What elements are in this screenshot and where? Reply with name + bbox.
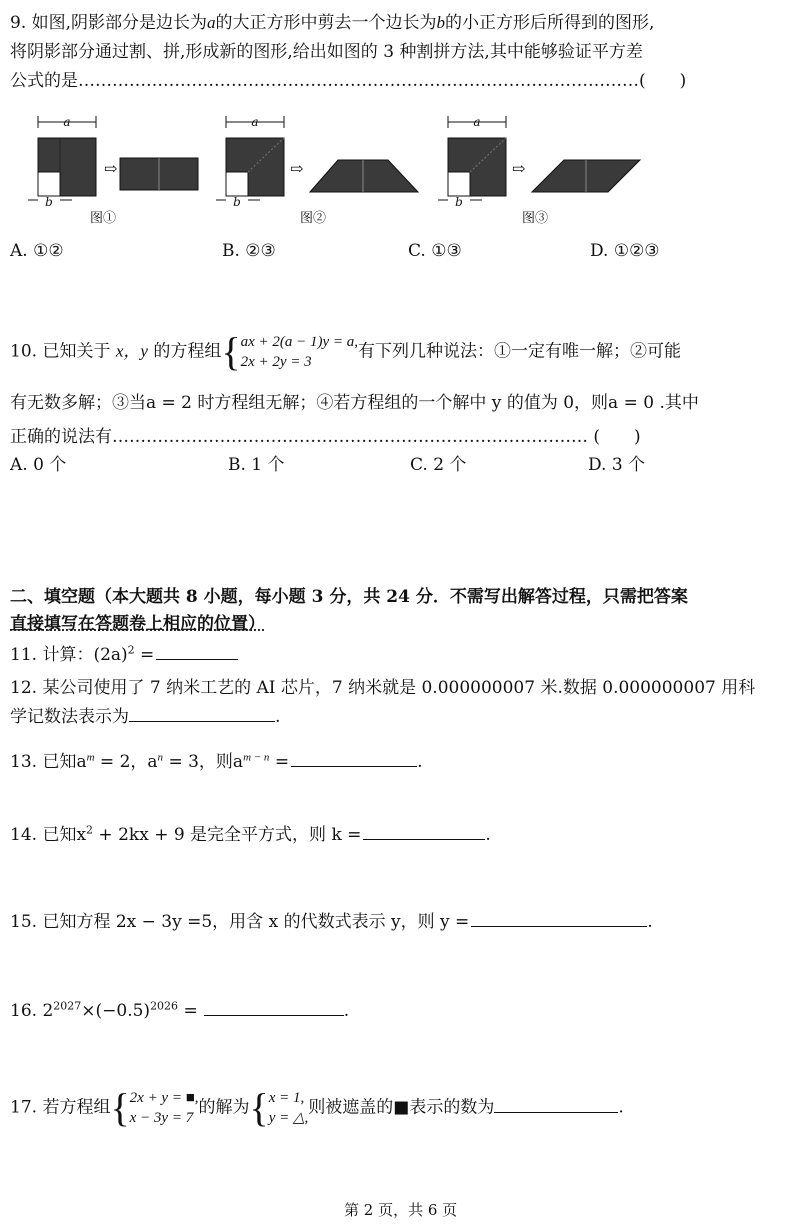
- q10-line2: 有无数多解；③当a = 2 时方程组无解；④若方程组的一个解中 y 的值为 0，则a = 0 .其中: [10, 393, 699, 413]
- q11-answer-blank[interactable]: [156, 642, 238, 660]
- fig2-dim-a: a: [251, 115, 259, 129]
- q16-answer-blank[interactable]: [204, 998, 344, 1016]
- q9-line2: 将阴影部分通过割、拼,形成新的图形,给出如图的 3 种割拼方法,其中能够验证平方差: [10, 42, 643, 62]
- q10-option-d[interactable]: D. 3 个: [588, 455, 646, 475]
- q12-line1: 12. 某公司使用了 7 纳米工艺的 AI 芯片，7 纳米就是 0.000000007 米.数据 0.000000007 用科: [10, 678, 756, 698]
- q14: 14. 已知$x^2 + 2kx + 9$ 是完全平方式，则 k = .: [10, 823, 491, 845]
- q13-answer-blank[interactable]: [291, 749, 417, 767]
- q10-option-a[interactable]: A. 0 个: [10, 455, 67, 475]
- q15: 15. 已知方程 2x − 3y =5，用含 x 的代数式表示 y，则 y = .: [10, 907, 653, 932]
- q9-option-b[interactable]: B. ②③: [222, 241, 276, 261]
- figure-1: [28, 115, 198, 226]
- q12-line2: 学记数法表示为 .: [10, 702, 280, 727]
- svg-text:⇨: ⇨: [512, 159, 526, 178]
- q9-line1: 9. 如图,阴影部分是边长为a的大正方形中剪去一个边长为b的小正方形后所得到的图形,: [10, 13, 655, 33]
- fig2-dim-b: b: [233, 195, 241, 209]
- q9-option-d[interactable]: D. ①②③: [590, 241, 660, 261]
- q14-answer-blank[interactable]: [363, 822, 485, 840]
- page-footer: 第 2 页，共 6 页: [344, 1201, 458, 1219]
- fig3-label: 图③: [522, 211, 549, 226]
- q13: 13. 已知$a^m = 2$，$a^n = 3$，则$a^{m - n}$ = .: [10, 747, 423, 772]
- fig2-label: 图②: [300, 211, 327, 226]
- fig1-dim-a: a: [63, 115, 71, 129]
- q17: 17. 若方程组{ 2x + y = ■, x − 3y = 7 的解为{ x = 1, y = △, 则被遮盖的■表示的数为 .: [10, 1085, 624, 1130]
- q17-answer-blank[interactable]: [494, 1095, 618, 1113]
- fig1-label: 图①: [90, 211, 117, 226]
- q12-answer-blank[interactable]: [129, 704, 275, 722]
- q10-option-b[interactable]: B. 1 个: [228, 455, 285, 475]
- q16: 16. $2^{2027}\times(-0.5)^{2026}$ = .: [10, 999, 350, 1021]
- q10-option-c[interactable]: C. 2 个: [410, 455, 467, 475]
- figure-2: [216, 115, 418, 226]
- q9-option-a[interactable]: A. ①②: [10, 241, 64, 261]
- svg-text:⇨: ⇨: [290, 159, 304, 178]
- q10-line1: 10. 已知关于 x，y 的方程组{ ax + 2(a − 1)y = a, 2x + 2y = 3 有下列几种说法：①一定有唯一解；②可能: [10, 329, 681, 374]
- fig3-dim-b: b: [455, 195, 463, 209]
- section2-title-line1: 二、填空题（本大题共 8 小题，每小题 3 分，共 24 分．不需写出解答过程，只需把答案: [10, 587, 688, 607]
- q10-line3: 正确的说法有………………………………………………………………………… ( ): [10, 427, 641, 447]
- fig3-dim-a: a: [473, 115, 481, 129]
- q9-figures: [20, 112, 660, 227]
- svg-text:⇨: ⇨: [104, 159, 118, 178]
- q9-option-c[interactable]: C. ①③: [408, 241, 462, 261]
- section2-title-line2: 直接填写在答题卷上相应的位置）: [10, 614, 265, 634]
- q9-line3: 公式的是………………………………………………………………………………………( ): [10, 71, 687, 91]
- figure-3: [438, 115, 640, 226]
- q11: 11. 计算：$(2a)^2$ =: [10, 640, 238, 665]
- q15-answer-blank[interactable]: [471, 909, 647, 927]
- fig1-dim-b: b: [45, 195, 53, 209]
